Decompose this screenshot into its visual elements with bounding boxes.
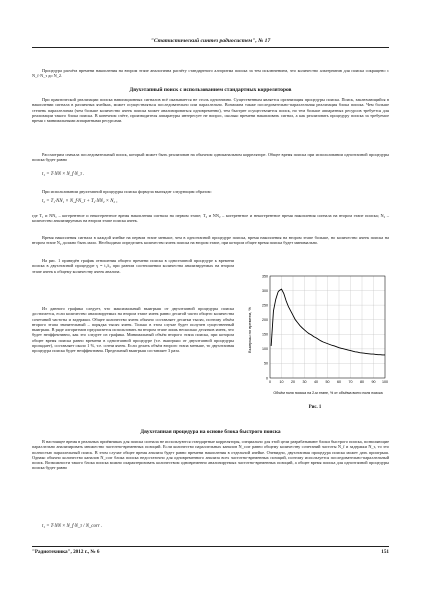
section1-paragraph-6: На рис. 1 приведён график отношения общего времени поиска в одноэтапной процедуре к времени поиска в двухэтапной процедуре γ = t₁/t₂ при разном соотношении количества анализируемых на втором этапе ячеек к общему количеству ячеек анализа. bbox=[32, 258, 234, 274]
formula-t1-corr: t₁ = T·NN × N_f·N_τ / N_corr . bbox=[42, 524, 102, 529]
y-tick-label: 300 bbox=[262, 288, 268, 293]
section2-paragraph-1: В настоящее время в реальных приёмниках для поиска сигнала не используются стандартные корреляторы, специально для этой цели разрабатывают блоки быстрого поиска, позволяющие параллельно анализировать множество частотно-временных позиций. Если количество параллельных каналов N_corr равно общему количеству сочетаний частоты N_f и задержки N_τ, то это полностью параллельный поиск. В этом случае общее время анализа будет равно времени накопления в отдельной ячейке. Очевидно, двухэтапная процедура поиска может дать проигрыш. Однако обычно количество каналов N_corr блока поиска недостаточно для одновременного анализа всех частотно-временных позиций, поэтому используется последовательно-параллельный поиск. Возможности такого блока поиска можно охарактеризовать количеством одновременно анализируемых частотно-временных позиций, а общее время поиска для одноэтапной процедуры поиска будет равно bbox=[32, 439, 389, 471]
chart-grid bbox=[270, 276, 385, 378]
x-tick-label: 20 bbox=[291, 380, 295, 384]
section1-paragraph-3: При использовании двухэтапной процедуры поиска формула выглядит следующим образом: bbox=[42, 189, 212, 194]
footer-journal: "Радиотехника", 2012 г., № 6 bbox=[32, 549, 100, 555]
header-rule bbox=[32, 47, 389, 48]
formula-t2: t₂ = T₁·NN₁ × N_f·N_τ + T₂·NN₂ × N₂ , bbox=[42, 199, 118, 204]
x-tick-label: 50 bbox=[325, 380, 330, 384]
section1-paragraph-1: При практической реализации поиска навигационных сигналов всё оказывается не столь однозначно. Существенным является организация процедуры поиска. Поиск, заключающийся в накоплении сигнала в различных ячейках, может осуществляться последовательно или параллельно. Возможна также последовательно-параллельная реализация блока поиска. Чем больше степень параллелизма (чем больше количество ячеек поиска может анализироваться одновременно), тем быстрее осуществляется поиск, но тем больше аппаратных ресурсов требуется для реализации такого блока поиска. В конечном счёте, производителя аппаратуры интересует не вопрос, сколько времени накапливать сигнал, а как реализовать процедуру поиска за требуемое время с минимальными аппаратными ресурсами. bbox=[32, 97, 389, 124]
x-tick-label: 70 bbox=[348, 380, 353, 384]
section1-paragraph-5: Время накопления сигнала в каждой ячейке на первом этапе меньше, чем в одноэтапной процедуре поиска, время накопления на втором этапе больше, но количество ячеек поиска на втором этапе N₂ должно быть мало. Необходимо определить количество ячеек поиска на втором этапе, при котором общее время поиска будет минимально. bbox=[32, 235, 389, 246]
gain-chart bbox=[240, 268, 390, 408]
x-tick-label: 0 bbox=[269, 380, 271, 384]
gain-series-line bbox=[271, 289, 385, 355]
x-tick-label: 30 bbox=[302, 380, 307, 384]
page-number: 151 bbox=[381, 549, 389, 555]
x-tick-label: 40 bbox=[314, 380, 318, 384]
y-tick-label: 200 bbox=[262, 318, 268, 323]
section1-paragraph-7: Из данного графика следует, что максимальный выигрыш от двухэтапной процедуры поиска достигается, если количество анализируемых на втором этапе ячеек равно десятой части общего количества сочетаний частоты и задержки. Общее количество ячеек обычно составляет десятки тысяч, поэтому объём второго этапа значительный – порядка тысяч ячеек. Только в этом случае будет получен существенный выигрыш. В ряде алгоритмов предлагается использовать на втором этапе лишь несколько десятков ячеек, что будет неэффективно, как это следует из графика. Минимальный объём второго этапа поиска, при котором общее время поиска равно времени в одноэтапной процедуре (т.е. выигрыш от двухэтапной процедуры пропадает), составляет около 1 %, т.е. сотни ячеек. Если делать объём второго этапа меньше, то двухэтапная процедура поиска будет неэффективна. Предельный выигрыш составляет 3 раза. bbox=[32, 306, 234, 354]
y-tick-label: 250 bbox=[262, 303, 268, 308]
x-tick-label: 90 bbox=[371, 380, 376, 384]
x-tick-label: 80 bbox=[360, 380, 364, 384]
intro-paragraph: Процедура расчёта времени накопления на втором этапе аналогична расчёту стандартного алгоритма поиска за тем исключением, что количество альтернатив для поиска сокращено с N_f·N_τ до N_2. bbox=[32, 68, 389, 79]
footer-rule bbox=[32, 546, 389, 547]
x-axis-label: Объём поля поиска на 2-м этапе, % от объёма всего поля поиска bbox=[273, 391, 383, 395]
y-tick-label: 150 bbox=[262, 332, 268, 337]
formula-t1: t₁ = T·NN × N_f·N_τ . bbox=[42, 172, 85, 177]
y-tick-label: 350 bbox=[262, 274, 268, 279]
y-tick-labels bbox=[262, 274, 268, 380]
y-tick-label: 50 bbox=[264, 361, 268, 366]
section1-paragraph-2: Рассмотрим сначала последовательный поиск, который может быть реализован на обычном одноканальном корреляторе. Общее время поиска при использовании одноэтапной процедуры поиска будет равно bbox=[32, 152, 389, 163]
section1-paragraph-4: где T₁ и NN₁ – когерентное и некогерентное время накопления сигнала на первом этапе; T₂ и NN₂ – когерентное и некогерентное время накопления сигнала на втором этапе поиска; N₂ – количество анализируемых на втором этапе поиска ячеек. bbox=[32, 213, 389, 224]
figure-caption: Рис. 1 bbox=[308, 405, 322, 410]
y-tick-label: 100 bbox=[262, 347, 268, 352]
running-header: "Статистический синтез радиосистем", № 17 bbox=[150, 38, 271, 44]
x-tick-label: 100 bbox=[382, 380, 388, 384]
section1-heading: Двухэтапный поиск с использованием стандартных корреляторов bbox=[129, 87, 292, 93]
x-tick-label: 60 bbox=[337, 380, 341, 384]
section2-heading: Двухэтапная процедура на основе блока быстрого поиска bbox=[140, 429, 281, 435]
y-tick-label: 0 bbox=[266, 376, 268, 381]
x-tick-label: 10 bbox=[279, 380, 284, 384]
y-axis-label: Выигрыш по времени, % bbox=[247, 307, 252, 353]
x-tick-labels bbox=[269, 380, 388, 384]
